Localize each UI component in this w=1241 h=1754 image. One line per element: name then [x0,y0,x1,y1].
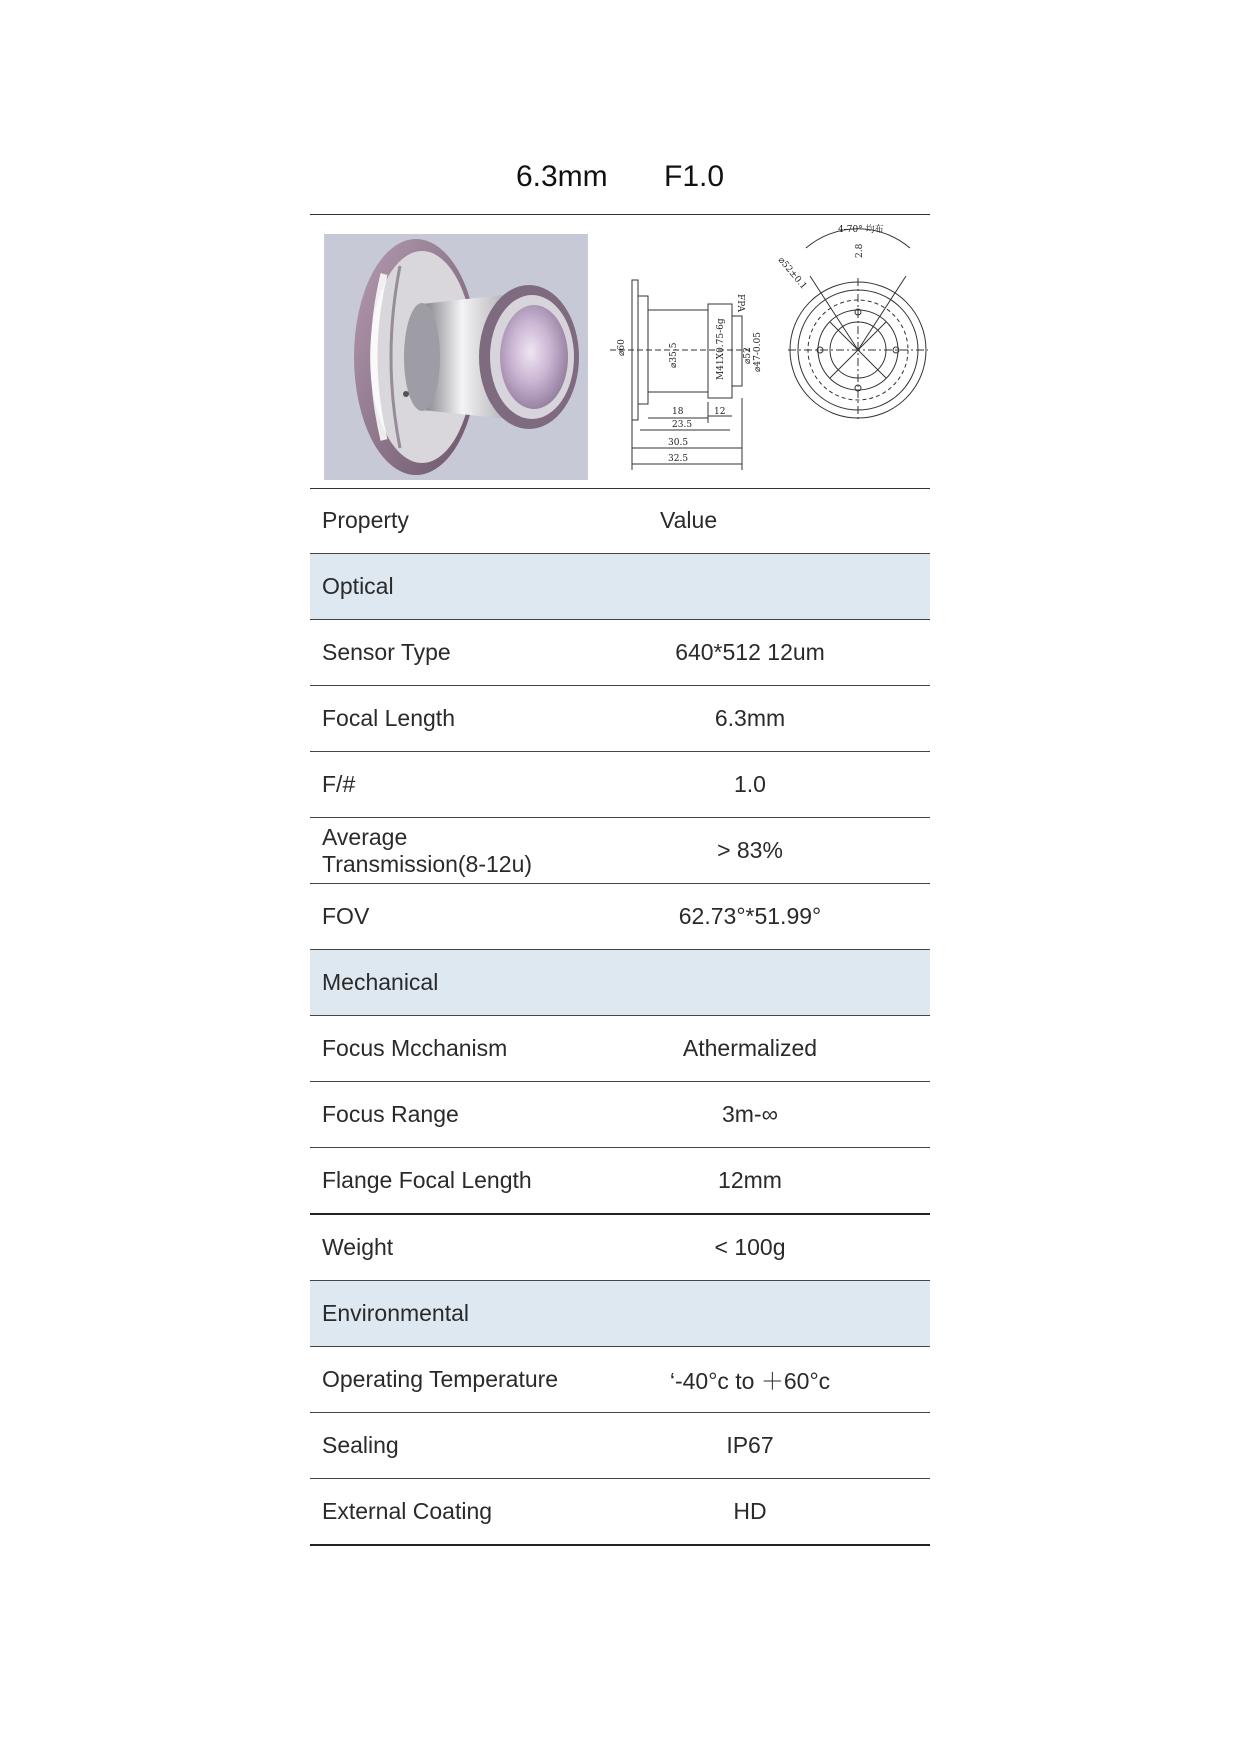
value-cell: 12mm [570,1148,930,1215]
section-row [310,554,930,620]
table-row [310,1479,930,1546]
drawing-label-fpa: FPA [735,294,745,312]
lens-figure [310,216,930,488]
value-cell: IP67 [570,1413,930,1479]
property-cell: Flange Focal Length [310,1148,570,1215]
table-header-row [310,488,930,554]
table-row [310,818,930,884]
property-cell: Sensor Type [310,620,570,686]
title-aperture: F1.0 [664,160,725,193]
table-row [310,1413,930,1479]
title-divider [310,214,930,215]
property-cell: Focal Length [310,686,570,752]
property-cell: Focus Range [310,1082,570,1148]
property-cell: External Coating [310,1479,570,1546]
lens-technical-drawing [610,218,930,486]
value-cell: 6.3mm [570,686,930,752]
spec-table [310,488,930,1546]
value-cell: 3m-∞ [570,1082,930,1148]
drawing-label-inner-dia: ⌀35.5 [669,342,679,368]
drawing-label-dia-47: ⌀47-0.05 [753,332,763,372]
drawing-label-angle: 4-70° 均布 [838,225,884,235]
table-row [310,620,930,686]
property-cell: FOV [310,884,570,950]
section-row [310,1281,930,1347]
table-row [310,1148,930,1215]
title-focal-length: 6.3mm [515,160,608,193]
table-row [310,884,930,950]
property-cell: Average Transmission(8-12u) [310,818,570,884]
drawing-label-thread: M41X0.75-6g [716,318,726,380]
drawing-label-circle-dim: ⌀52±0.1 [775,255,809,292]
value-cell: < 100g [570,1214,930,1281]
table-row [310,1214,930,1281]
value-cell: Athermalized [570,1016,930,1082]
value-cell: 1.0 [570,752,930,818]
property-cell: Weight [310,1214,570,1281]
lens-glass [500,305,568,409]
section-row [310,950,930,1016]
value-cell: 640*512 12um [570,620,930,686]
table-row [310,1347,930,1413]
property-cell: Sealing [310,1413,570,1479]
property-cell: Operating Temperature [310,1347,570,1413]
drawing-label-32: 32.5 [668,454,689,464]
page-title [310,160,930,204]
drawing-label-top-dim: 2.8 [855,243,865,258]
table-row [310,1016,930,1082]
value-cell: HD [570,1479,930,1546]
drawing-label-18: 18 [672,407,684,417]
drawing-label-30: 30.5 [668,438,689,448]
property-cell: F/# [310,752,570,818]
value-cell: 62.73°*51.99° [570,884,930,950]
section-label: Mechanical [310,950,930,1016]
table-row [310,686,930,752]
drawing-label-outer-dia: ⌀60 [617,339,627,356]
property-cell: Focus Mcchanism [310,1016,570,1082]
drawing-label-23: 23.5 [672,420,693,430]
section-label: Optical [310,554,930,620]
table-row [310,752,930,818]
header-property: Property [310,488,570,554]
spec-table-body [310,488,930,1545]
drawing-label-dia-52: ⌀52 [743,347,753,364]
table-row [310,1082,930,1148]
section-label: Environmental [310,1281,930,1347]
header-value: Value [570,488,930,554]
lens-photo [324,234,588,480]
drawing-label-12: 12 [714,407,726,417]
value-cell: ‘-40°c to ＋60°c [570,1347,930,1413]
value-cell: > 83% [570,818,930,884]
